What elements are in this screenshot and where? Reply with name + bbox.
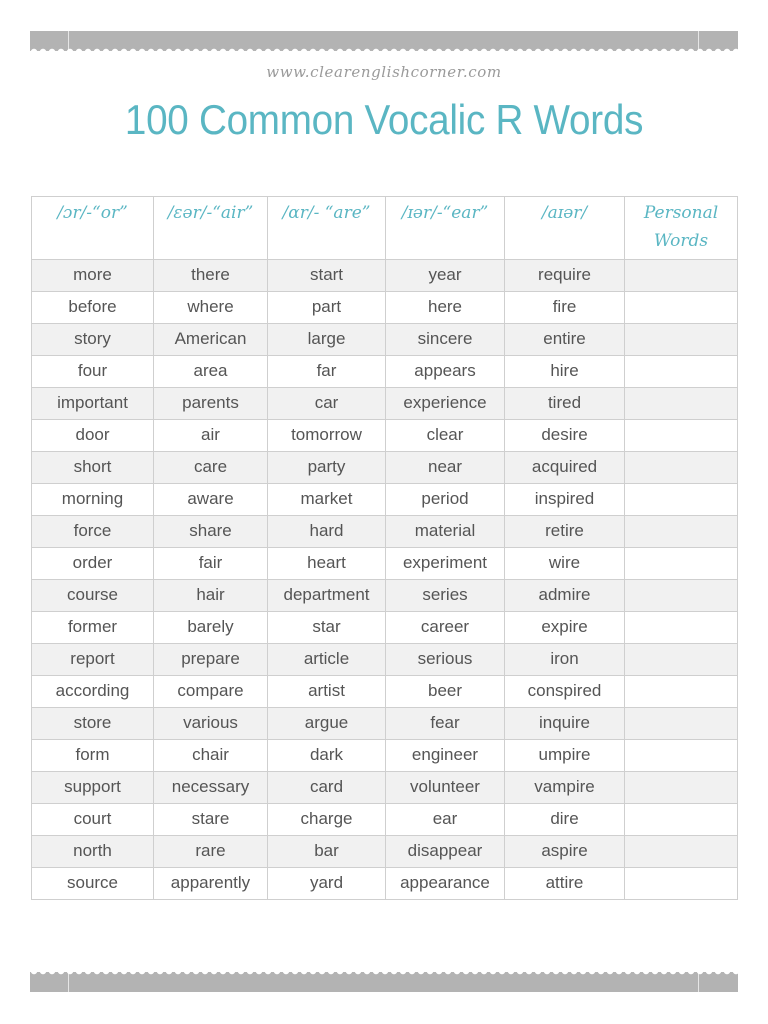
word-cell: aspire [505,836,625,868]
personal-word-cell [625,420,738,452]
word-cell: part [268,292,386,324]
word-cell: air [154,420,268,452]
word-cell: tomorrow [268,420,386,452]
vocalic-r-word-table [31,196,738,900]
word-cell: engineer [386,740,505,772]
personal-word-cell [625,484,738,516]
word-cell: report [32,644,154,676]
word-cell: necessary [154,772,268,804]
word-cell: umpire [505,740,625,772]
word-cell: prepare [154,644,268,676]
word-cell: former [32,612,154,644]
header-personal-words: Personal Words [625,197,738,260]
word-cell: north [32,836,154,868]
table-row [32,516,738,548]
word-cell: experience [386,388,505,420]
personal-word-cell [625,260,738,292]
word-cell: short [32,452,154,484]
word-cell: force [32,516,154,548]
header-or: /ɔr/-“or” [32,197,154,260]
header-are: /ɑr/- “are” [268,197,386,260]
personal-word-cell [625,836,738,868]
word-cell: appears [386,356,505,388]
word-cell: where [154,292,268,324]
word-cell: court [32,804,154,836]
word-cell: sincere [386,324,505,356]
word-cell: rare [154,836,268,868]
word-cell: iron [505,644,625,676]
table-row [32,836,738,868]
word-cell: hard [268,516,386,548]
personal-word-cell [625,580,738,612]
word-cell: desire [505,420,625,452]
table-row [32,612,738,644]
header-ear: /ɪər/-“ear” [386,197,505,260]
table-row [32,676,738,708]
table-row [32,804,738,836]
personal-word-cell [625,452,738,484]
personal-word-cell [625,292,738,324]
word-cell: article [268,644,386,676]
table-row [32,772,738,804]
word-cell: require [505,260,625,292]
word-cell: four [32,356,154,388]
word-cell: chair [154,740,268,772]
word-cell: dark [268,740,386,772]
word-cell: experiment [386,548,505,580]
word-cell: yard [268,868,386,900]
word-cell: form [32,740,154,772]
page-title: 100 Common Vocalic R Words [124,96,644,143]
word-cell: artist [268,676,386,708]
word-cell: start [268,260,386,292]
top-decorative-band [30,31,738,51]
word-cell: career [386,612,505,644]
word-cell: course [32,580,154,612]
word-cell: conspired [505,676,625,708]
word-cell: before [32,292,154,324]
table-row [32,868,738,900]
word-cell: care [154,452,268,484]
personal-word-cell [625,324,738,356]
word-cell: fair [154,548,268,580]
word-cell: beer [386,676,505,708]
table-row [32,292,738,324]
word-cell: party [268,452,386,484]
word-cell: stare [154,804,268,836]
table-row [32,260,738,292]
word-cell: American [154,324,268,356]
personal-word-cell [625,708,738,740]
word-cell: series [386,580,505,612]
word-cell: order [32,548,154,580]
word-cell: material [386,516,505,548]
table-row [32,644,738,676]
band-torn-edge [30,971,738,975]
word-cell: important [32,388,154,420]
word-cell: large [268,324,386,356]
word-cell: period [386,484,505,516]
table-row [32,420,738,452]
word-cell: story [32,324,154,356]
word-cell: far [268,356,386,388]
table-row [32,324,738,356]
word-cell: market [268,484,386,516]
word-cell: hire [505,356,625,388]
header-air: /ɛər/-“air” [154,197,268,260]
bottom-decorative-band [30,972,738,992]
word-cell: argue [268,708,386,740]
word-cell: door [32,420,154,452]
word-cell: serious [386,644,505,676]
table-row [32,548,738,580]
word-cell: clear [386,420,505,452]
word-cell: parents [154,388,268,420]
word-cell: here [386,292,505,324]
word-cell: vampire [505,772,625,804]
word-cell: retire [505,516,625,548]
word-cell: bar [268,836,386,868]
table-header-row [32,197,738,260]
word-cell: car [268,388,386,420]
word-cell: various [154,708,268,740]
band-torn-edge [30,48,738,52]
word-cell: area [154,356,268,388]
table-row [32,580,738,612]
word-cell: morning [32,484,154,516]
word-cell: there [154,260,268,292]
word-cell: expire [505,612,625,644]
website-url: www.clearenglishcorner.com [266,63,502,81]
word-cell: fire [505,292,625,324]
word-cell: ear [386,804,505,836]
word-cell: disappear [386,836,505,868]
personal-word-cell [625,868,738,900]
word-cell: attire [505,868,625,900]
personal-word-cell [625,772,738,804]
word-cell: barely [154,612,268,644]
word-cell: year [386,260,505,292]
word-cell: according [32,676,154,708]
word-cell: source [32,868,154,900]
table-row [32,484,738,516]
word-cell: support [32,772,154,804]
word-cell: acquired [505,452,625,484]
personal-word-cell [625,516,738,548]
word-cell: charge [268,804,386,836]
word-cell: fear [386,708,505,740]
word-cell: inspired [505,484,625,516]
table-row [32,708,738,740]
personal-word-cell [625,388,738,420]
band-seam [698,972,699,992]
word-cell: share [154,516,268,548]
table-row [32,740,738,772]
word-cell: more [32,260,154,292]
table-row [32,356,738,388]
word-cell: store [32,708,154,740]
personal-word-cell [625,804,738,836]
word-cell: compare [154,676,268,708]
word-cell: aware [154,484,268,516]
word-cell: star [268,612,386,644]
word-cell: hair [154,580,268,612]
word-cell: inquire [505,708,625,740]
personal-word-cell [625,740,738,772]
table-row [32,452,738,484]
word-cell: entire [505,324,625,356]
personal-word-cell [625,356,738,388]
word-cell: wire [505,548,625,580]
table-row [32,388,738,420]
table-body [32,260,738,900]
word-cell: tired [505,388,625,420]
word-cell: volunteer [386,772,505,804]
word-cell: dire [505,804,625,836]
personal-word-cell [625,612,738,644]
personal-word-cell [625,548,738,580]
band-seam [68,972,69,992]
word-cell: card [268,772,386,804]
header-ire: /aɪər/ [505,197,625,260]
word-cell: near [386,452,505,484]
word-cell: heart [268,548,386,580]
personal-word-cell [625,644,738,676]
word-cell: department [268,580,386,612]
word-cell: appearance [386,868,505,900]
word-cell: admire [505,580,625,612]
word-cell: apparently [154,868,268,900]
personal-word-cell [625,676,738,708]
